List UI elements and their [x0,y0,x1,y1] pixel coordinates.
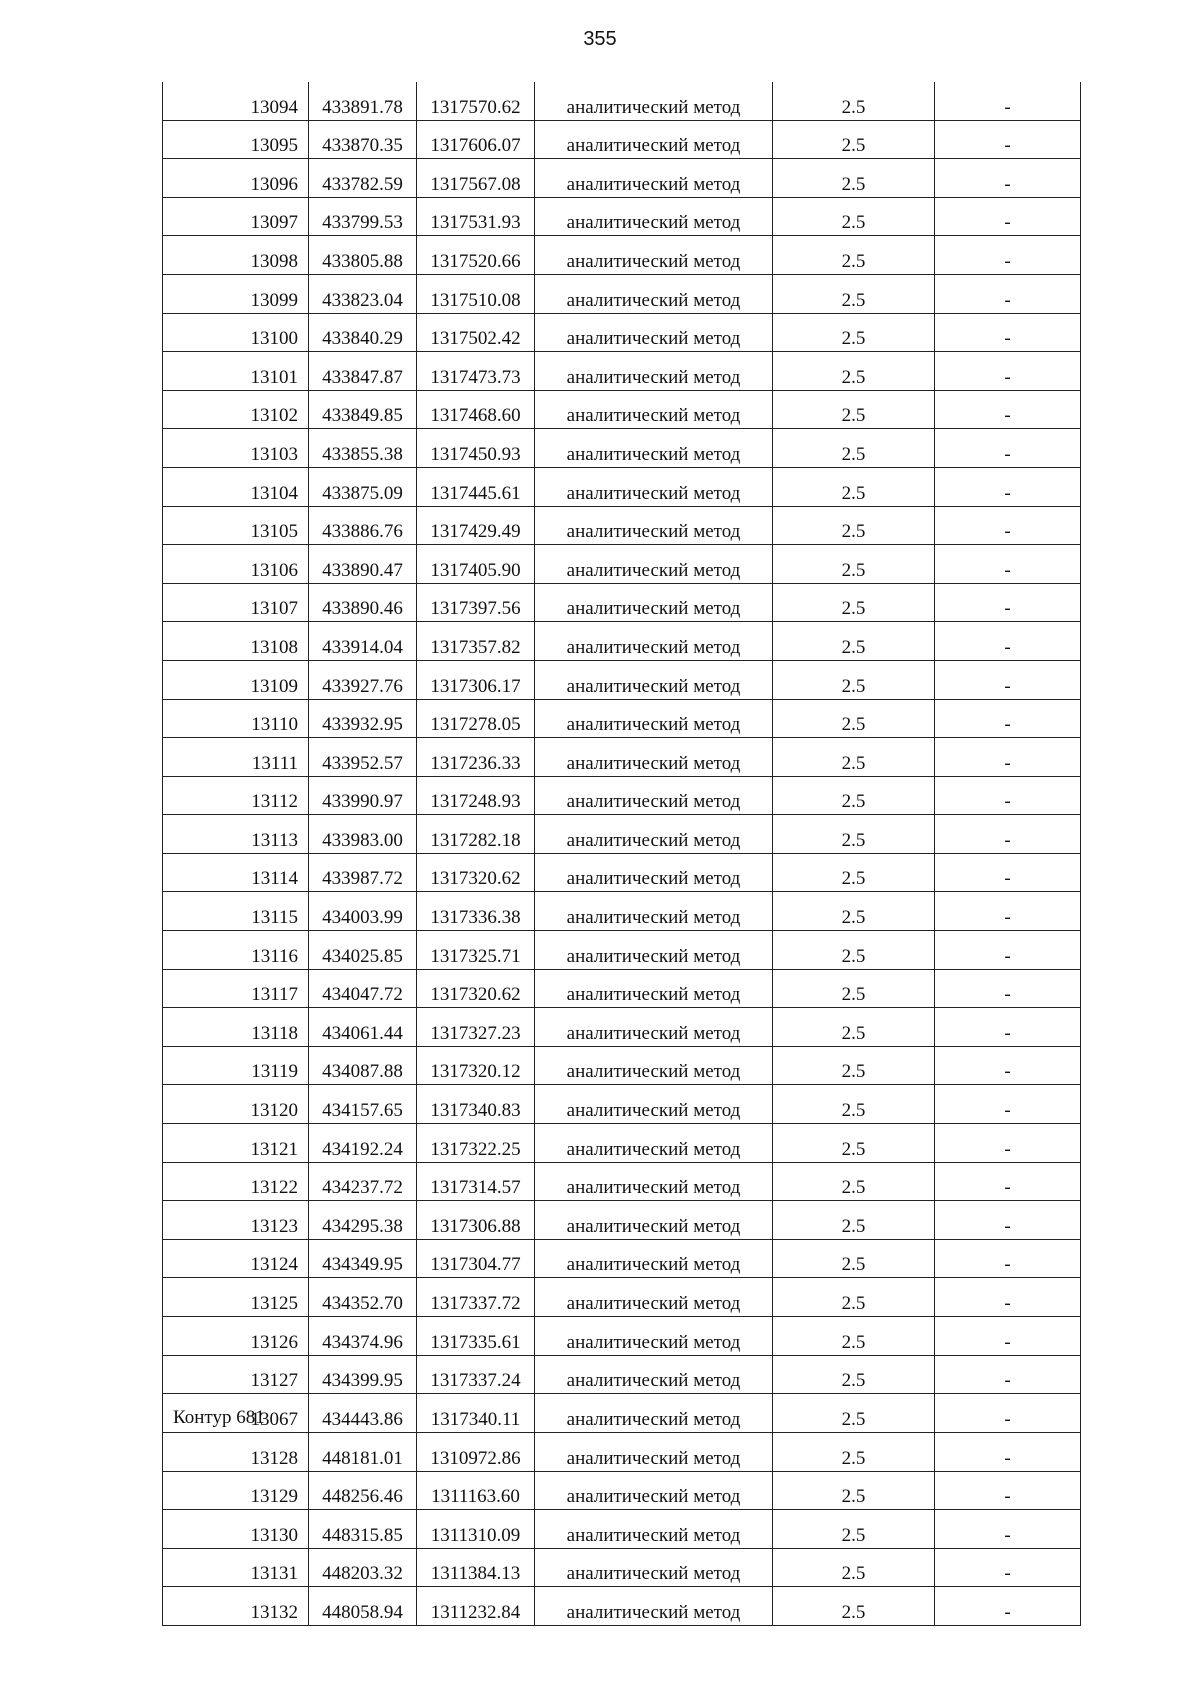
x-coordinate-cell: 434087.88 [309,1046,417,1085]
accuracy-cell: 2.5 [773,313,935,352]
accuracy-cell: 2.5 [773,274,935,313]
method-cell: аналитический метод [535,236,773,275]
y-coordinate-cell: 1317567.08 [417,159,535,198]
point-id-cell: 13098 [163,236,309,275]
accuracy-cell: 2.5 [773,699,935,738]
method-cell: аналитический метод [535,1085,773,1124]
method-cell: аналитический метод [535,1433,773,1472]
accuracy-cell: 2.5 [773,1355,935,1394]
accuracy-cell: 2.5 [773,1278,935,1317]
point-id-cell: 13101 [163,352,309,391]
note-cell: - [935,313,1081,352]
point-id-cell: 13114 [163,853,309,892]
y-coordinate-cell: 1317510.08 [417,274,535,313]
point-id-cell: 13122 [163,1162,309,1201]
method-cell: аналитический метод [535,120,773,159]
method-cell: аналитический метод [535,429,773,468]
point-id-cell: 13104 [163,467,309,506]
x-coordinate-cell: 433849.85 [309,390,417,429]
x-coordinate-cell: 433990.97 [309,776,417,815]
accuracy-cell: 2.5 [773,390,935,429]
method-cell: аналитический метод [535,506,773,545]
point-id-cell: 13095 [163,120,309,159]
table-row [163,1548,1081,1587]
note-cell: - [935,1239,1081,1278]
table-row [163,506,1081,545]
accuracy-cell: 2.5 [773,1124,935,1163]
method-cell: аналитический метод [535,313,773,352]
table-row [163,892,1081,931]
note-cell: - [935,1124,1081,1163]
table-row [163,1239,1081,1278]
method-cell: аналитический метод [535,931,773,970]
x-coordinate-cell: 434047.72 [309,969,417,1008]
x-coordinate-cell: 434061.44 [309,1008,417,1047]
note-cell: - [935,853,1081,892]
table-row [163,197,1081,236]
y-coordinate-cell: 1317236.33 [417,738,535,777]
table-row [163,699,1081,738]
accuracy-cell: 2.5 [773,1548,935,1587]
y-coordinate-cell: 1317320.12 [417,1046,535,1085]
point-id-cell: 13130 [163,1510,309,1549]
x-coordinate-cell: 434443.86 [309,1394,417,1433]
point-id-cell: 13102 [163,390,309,429]
x-coordinate-cell: 433782.59 [309,159,417,198]
x-coordinate-cell: 433840.29 [309,313,417,352]
y-coordinate-cell: 1317304.77 [417,1239,535,1278]
method-cell: аналитический метод [535,1471,773,1510]
y-coordinate-cell: 1317282.18 [417,815,535,854]
table-row [163,1046,1081,1085]
note-cell: - [935,274,1081,313]
point-id-cell: 13128 [163,1433,309,1472]
x-coordinate-cell: 433987.72 [309,853,417,892]
point-id-cell: 13115 [163,892,309,931]
y-coordinate-cell: 1317405.90 [417,545,535,584]
note-cell: - [935,120,1081,159]
accuracy-cell: 2.5 [773,1239,935,1278]
accuracy-cell: 2.5 [773,892,935,931]
point-id-cell: 13118 [163,1008,309,1047]
accuracy-cell: 2.5 [773,1471,935,1510]
point-id-cell: 13127 [163,1355,309,1394]
note-cell: - [935,815,1081,854]
note-cell: - [935,1085,1081,1124]
method-cell: аналитический метод [535,352,773,391]
method-cell: аналитический метод [535,776,773,815]
point-id-cell: 13096 [163,159,309,198]
table-row [163,660,1081,699]
accuracy-cell: 2.5 [773,1433,935,1472]
y-coordinate-cell: 1317340.11 [417,1394,535,1433]
y-coordinate-cell: 1317450.93 [417,429,535,468]
point-id-cell: 13116 [163,931,309,970]
point-id-cell: 13107 [163,583,309,622]
x-coordinate-cell: 433914.04 [309,622,417,661]
point-id-cell: 13125 [163,1278,309,1317]
x-coordinate-cell: 433847.87 [309,352,417,391]
point-id-cell: 13105 [163,506,309,545]
x-coordinate-cell: 448058.94 [309,1587,417,1626]
point-id-cell: 13110 [163,699,309,738]
y-coordinate-cell: 1317306.88 [417,1201,535,1240]
accuracy-cell: 2.5 [773,506,935,545]
method-cell: аналитический метод [535,892,773,931]
method-cell: аналитический метод [535,390,773,429]
method-cell: аналитический метод [535,197,773,236]
y-coordinate-cell: 1317322.25 [417,1124,535,1163]
accuracy-cell: 2.5 [773,583,935,622]
y-coordinate-cell: 1311163.60 [417,1471,535,1510]
accuracy-cell: 2.5 [773,738,935,777]
point-id-cell: 13099 [163,274,309,313]
method-cell: аналитический метод [535,467,773,506]
y-coordinate-cell: 1317445.61 [417,467,535,506]
table-row [163,236,1081,275]
y-coordinate-cell: 1317429.49 [417,506,535,545]
table-row [163,583,1081,622]
table-row [163,1317,1081,1356]
y-coordinate-cell: 1317337.24 [417,1355,535,1394]
point-id-cell: 13132 [163,1587,309,1626]
table-row [163,120,1081,159]
note-cell: - [935,1510,1081,1549]
x-coordinate-cell: 433875.09 [309,467,417,506]
x-coordinate-cell: 434295.38 [309,1201,417,1240]
point-id-cell: 13121 [163,1124,309,1163]
method-cell: аналитический метод [535,1124,773,1163]
y-coordinate-cell: 1317327.23 [417,1008,535,1047]
y-coordinate-cell: 1317278.05 [417,699,535,738]
x-coordinate-cell: 433890.46 [309,583,417,622]
point-id-cell: 13067 [163,1394,309,1433]
table-row [163,1510,1081,1549]
coordinates-table [162,82,1081,1433]
table-row [163,545,1081,584]
accuracy-cell: 2.5 [773,429,935,468]
x-coordinate-cell: 434352.70 [309,1278,417,1317]
accuracy-cell: 2.5 [773,1046,935,1085]
table-row [163,1201,1081,1240]
method-cell: аналитический метод [535,1162,773,1201]
note-cell: - [935,699,1081,738]
point-id-cell: 13108 [163,622,309,661]
method-cell: аналитический метод [535,853,773,892]
note-cell: - [935,1162,1081,1201]
accuracy-cell: 2.5 [773,197,935,236]
note-cell: - [935,1008,1081,1047]
accuracy-cell: 2.5 [773,969,935,1008]
method-cell: аналитический метод [535,738,773,777]
y-coordinate-cell: 1317357.82 [417,622,535,661]
y-coordinate-cell: 1317306.17 [417,660,535,699]
note-cell: - [935,1471,1081,1510]
y-coordinate-cell: 1317468.60 [417,390,535,429]
x-coordinate-cell: 434192.24 [309,1124,417,1163]
method-cell: аналитический метод [535,1008,773,1047]
point-id-cell: 13129 [163,1471,309,1510]
accuracy-cell: 2.5 [773,815,935,854]
contour-label: Контур 681 [173,1407,265,1428]
method-cell: аналитический метод [535,660,773,699]
table-row [163,313,1081,352]
table-row [163,1471,1081,1510]
x-coordinate-cell: 434157.65 [309,1085,417,1124]
point-id-cell: 13113 [163,815,309,854]
x-coordinate-cell: 448315.85 [309,1510,417,1549]
table-row [163,1394,1081,1433]
table-row [163,1162,1081,1201]
x-coordinate-cell: 434349.95 [309,1239,417,1278]
note-cell: - [935,197,1081,236]
table-row [163,1433,1081,1472]
note-cell: - [935,892,1081,931]
x-coordinate-cell: 434399.95 [309,1355,417,1394]
table-row [163,390,1081,429]
y-coordinate-cell: 1317335.61 [417,1317,535,1356]
method-cell: аналитический метод [535,815,773,854]
note-cell: - [935,931,1081,970]
contour-681-table [162,1432,1081,1626]
accuracy-cell: 2.5 [773,1008,935,1047]
x-coordinate-cell: 448181.01 [309,1433,417,1472]
y-coordinate-cell: 1317570.62 [417,82,535,120]
method-cell: аналитический метод [535,82,773,120]
method-cell: аналитический метод [535,1317,773,1356]
method-cell: аналитический метод [535,699,773,738]
x-coordinate-cell: 448256.46 [309,1471,417,1510]
table-row [163,467,1081,506]
note-cell: - [935,390,1081,429]
point-id-cell: 13106 [163,545,309,584]
accuracy-cell: 2.5 [773,545,935,584]
accuracy-cell: 2.5 [773,236,935,275]
y-coordinate-cell: 1311384.13 [417,1548,535,1587]
y-coordinate-cell: 1317340.83 [417,1085,535,1124]
point-id-cell: 13119 [163,1046,309,1085]
note-cell: - [935,506,1081,545]
x-coordinate-cell: 433983.00 [309,815,417,854]
note-cell: - [935,429,1081,468]
x-coordinate-cell: 434003.99 [309,892,417,931]
method-cell: аналитический метод [535,1046,773,1085]
method-cell: аналитический метод [535,545,773,584]
table-row [163,1278,1081,1317]
y-coordinate-cell: 1311310.09 [417,1510,535,1549]
method-cell: аналитический метод [535,159,773,198]
x-coordinate-cell: 434025.85 [309,931,417,970]
table-row [163,738,1081,777]
table-row [163,1085,1081,1124]
x-coordinate-cell: 433805.88 [309,236,417,275]
y-coordinate-cell: 1317320.62 [417,853,535,892]
x-coordinate-cell: 433932.95 [309,699,417,738]
accuracy-cell: 2.5 [773,1201,935,1240]
accuracy-cell: 2.5 [773,660,935,699]
method-cell: аналитический метод [535,1201,773,1240]
point-id-cell: 13120 [163,1085,309,1124]
note-cell: - [935,1278,1081,1317]
accuracy-cell: 2.5 [773,931,935,970]
x-coordinate-cell: 433870.35 [309,120,417,159]
point-id-cell: 13117 [163,969,309,1008]
point-id-cell: 13109 [163,660,309,699]
method-cell: аналитический метод [535,969,773,1008]
x-coordinate-cell: 433799.53 [309,197,417,236]
x-coordinate-cell: 433855.38 [309,429,417,468]
note-cell: - [935,352,1081,391]
method-cell: аналитический метод [535,274,773,313]
y-coordinate-cell: 1317606.07 [417,120,535,159]
x-coordinate-cell: 433927.76 [309,660,417,699]
note-cell: - [935,1201,1081,1240]
y-coordinate-cell: 1317397.56 [417,583,535,622]
note-cell: - [935,776,1081,815]
table-row [163,159,1081,198]
note-cell: - [935,236,1081,275]
table-row [163,1355,1081,1394]
x-coordinate-cell: 433890.47 [309,545,417,584]
table-row [163,352,1081,391]
point-id-cell: 13126 [163,1317,309,1356]
x-coordinate-cell: 434374.96 [309,1317,417,1356]
note-cell: - [935,1394,1081,1433]
method-cell: аналитический метод [535,1355,773,1394]
method-cell: аналитический метод [535,1394,773,1433]
table-row [163,274,1081,313]
note-cell: - [935,1317,1081,1356]
table-row [163,853,1081,892]
accuracy-cell: 2.5 [773,776,935,815]
point-id-cell: 13094 [163,82,309,120]
accuracy-cell: 2.5 [773,1510,935,1549]
y-coordinate-cell: 1317473.73 [417,352,535,391]
y-coordinate-cell: 1317248.93 [417,776,535,815]
x-coordinate-cell: 433886.76 [309,506,417,545]
table-row [163,931,1081,970]
note-cell: - [935,82,1081,120]
table-row [163,429,1081,468]
y-coordinate-cell: 1317502.42 [417,313,535,352]
method-cell: аналитический метод [535,622,773,661]
accuracy-cell: 2.5 [773,1085,935,1124]
accuracy-cell: 2.5 [773,120,935,159]
method-cell: аналитический метод [535,1239,773,1278]
accuracy-cell: 2.5 [773,1394,935,1433]
point-id-cell: 13131 [163,1548,309,1587]
note-cell: - [935,1433,1081,1472]
note-cell: - [935,660,1081,699]
method-cell: аналитический метод [535,583,773,622]
method-cell: аналитический метод [535,1278,773,1317]
x-coordinate-cell: 448203.32 [309,1548,417,1587]
table-row [163,1587,1081,1626]
y-coordinate-cell: 1310972.86 [417,1433,535,1472]
accuracy-cell: 2.5 [773,1587,935,1626]
point-id-cell: 13097 [163,197,309,236]
note-cell: - [935,159,1081,198]
note-cell: - [935,467,1081,506]
note-cell: - [935,1355,1081,1394]
table-row [163,969,1081,1008]
point-id-cell: 13103 [163,429,309,468]
table-row [163,1008,1081,1047]
y-coordinate-cell: 1317314.57 [417,1162,535,1201]
method-cell: аналитический метод [535,1548,773,1587]
table-row [163,1124,1081,1163]
note-cell: - [935,1587,1081,1626]
page-number: 355 [583,28,617,50]
table-row [163,82,1081,120]
y-coordinate-cell: 1317531.93 [417,197,535,236]
accuracy-cell: 2.5 [773,352,935,391]
table-row [163,776,1081,815]
x-coordinate-cell: 433952.57 [309,738,417,777]
y-coordinate-cell: 1311232.84 [417,1587,535,1626]
x-coordinate-cell: 433891.78 [309,82,417,120]
accuracy-cell: 2.5 [773,622,935,661]
y-coordinate-cell: 1317336.38 [417,892,535,931]
y-coordinate-cell: 1317320.62 [417,969,535,1008]
x-coordinate-cell: 434237.72 [309,1162,417,1201]
accuracy-cell: 2.5 [773,1162,935,1201]
point-id-cell: 13124 [163,1239,309,1278]
accuracy-cell: 2.5 [773,1317,935,1356]
y-coordinate-cell: 1317337.72 [417,1278,535,1317]
note-cell: - [935,583,1081,622]
point-id-cell: 13111 [163,738,309,777]
y-coordinate-cell: 1317520.66 [417,236,535,275]
table-row [163,622,1081,661]
accuracy-cell: 2.5 [773,159,935,198]
note-cell: - [935,969,1081,1008]
note-cell: - [935,545,1081,584]
note-cell: - [935,738,1081,777]
point-id-cell: 13112 [163,776,309,815]
method-cell: аналитический метод [535,1587,773,1626]
y-coordinate-cell: 1317325.71 [417,931,535,970]
x-coordinate-cell: 433823.04 [309,274,417,313]
point-id-cell: 13100 [163,313,309,352]
note-cell: - [935,1548,1081,1587]
table-row [163,815,1081,854]
method-cell: аналитический метод [535,1510,773,1549]
note-cell: - [935,1046,1081,1085]
accuracy-cell: 2.5 [773,467,935,506]
point-id-cell: 13123 [163,1201,309,1240]
accuracy-cell: 2.5 [773,82,935,120]
accuracy-cell: 2.5 [773,853,935,892]
note-cell: - [935,622,1081,661]
